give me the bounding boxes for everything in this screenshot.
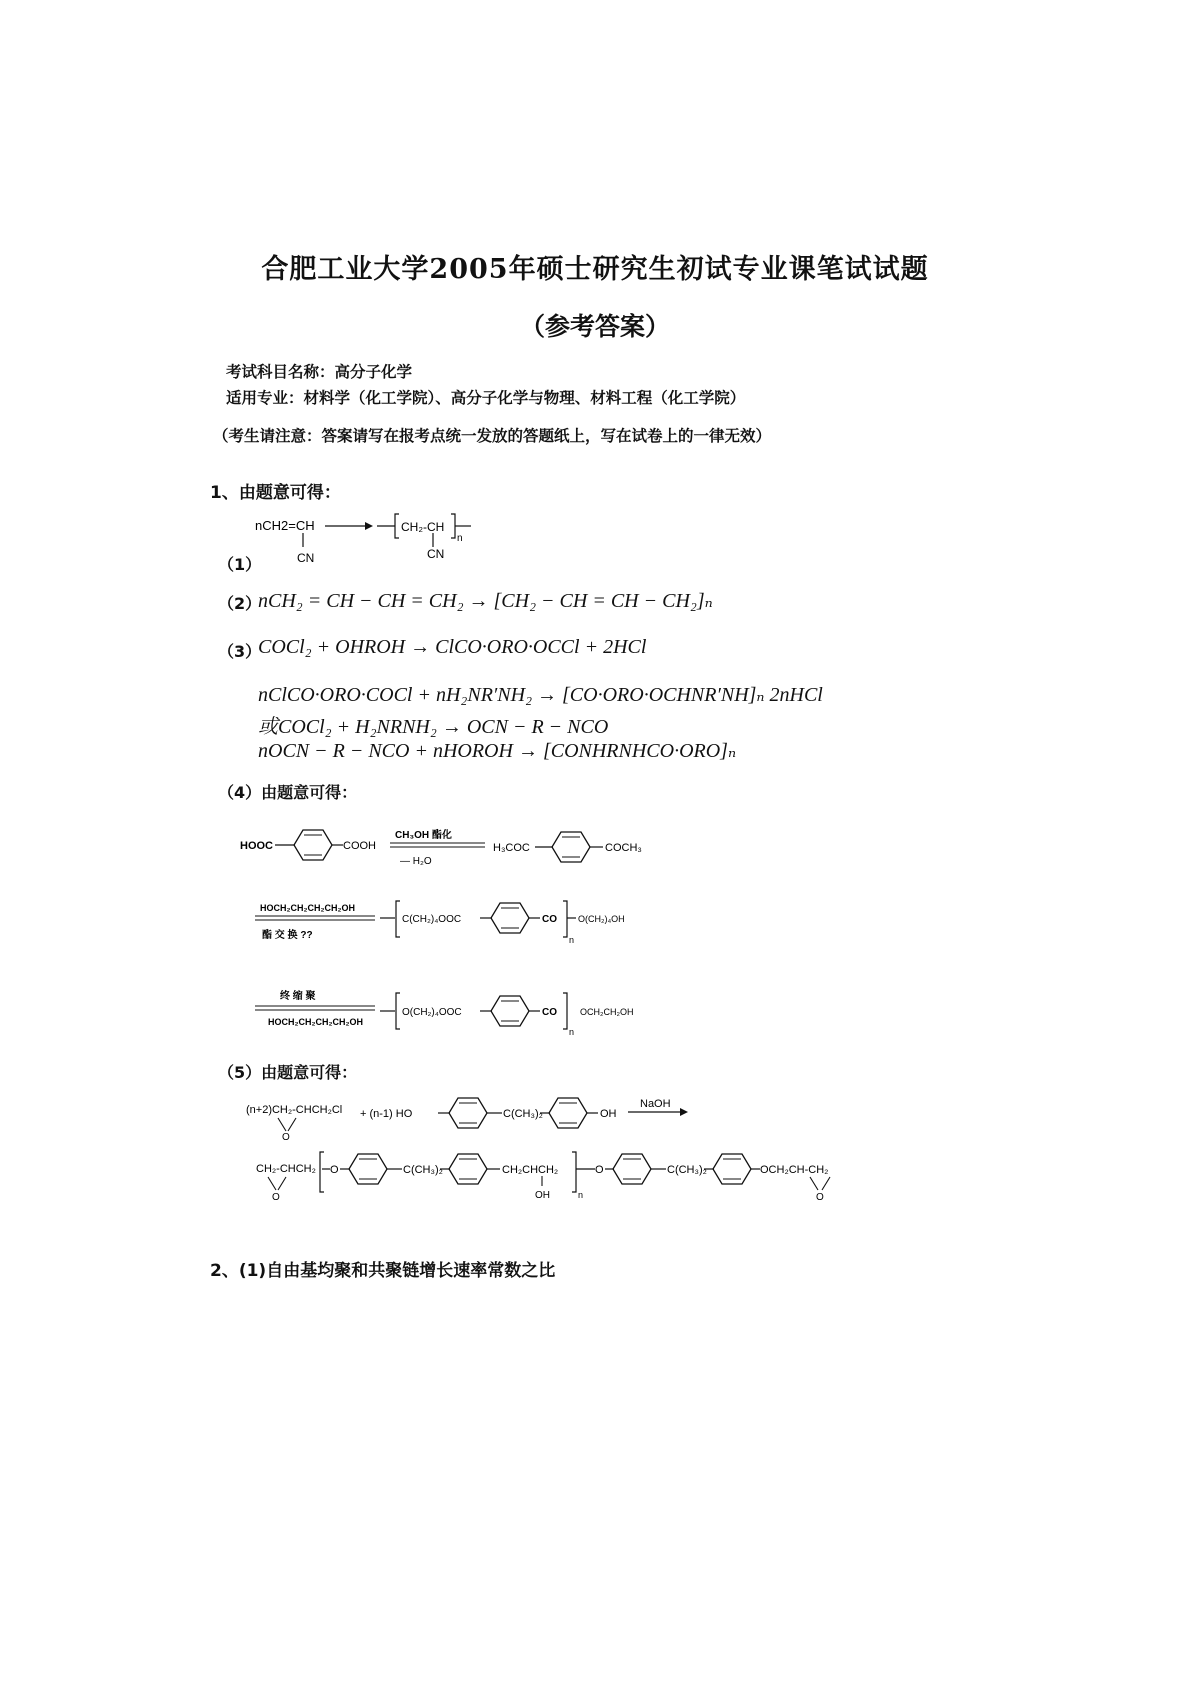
subscript-n: n: [569, 935, 575, 945]
subscript-n: n: [569, 1027, 575, 1037]
isopropylidene: C(CH₃)₂: [403, 1164, 443, 1176]
step-3-byproduct: HOCH₂CH₂CH₂CH₂OH: [268, 1017, 363, 1027]
equation-2: nCH₂ = CH − CH = CH₂ → [CH₂ − CH = CH − CH₂]ₙ: [258, 590, 713, 612]
monomer-formula: nCH2=CH: [255, 518, 315, 533]
question-1-heading: 1、由题意可得：: [210, 483, 341, 503]
step-3-label: 终 缩 聚: [280, 991, 316, 1002]
page-subtitle: （参考答案）: [519, 312, 670, 341]
reaction-4-step-3: [230, 985, 650, 1045]
reaction-5-product: [250, 1150, 870, 1210]
equation-3-line-4: nOCN − R − NCO + nHOROH → [CONHRNHCO·ORO]ₙ: [258, 740, 737, 762]
subscript-n: n: [578, 1190, 584, 1200]
step-3-end-group: OCH₂CH₂OH: [580, 1007, 634, 1017]
reaction-4-step-1: [235, 818, 675, 878]
page-title: 合肥工业大学2005年硕士研究生初试专业课笔试试题: [261, 254, 929, 285]
equation-3-line-2: nClCO·ORO·COCl + nH₂NR′NH₂ → [CO·ORO·OCHNR′NH]ₙ 2nHCl: [258, 684, 823, 706]
part-1-label: （1）: [218, 555, 262, 574]
part-4-label: （4）由题意可得：: [218, 783, 358, 802]
part-2-label: （2）: [218, 594, 262, 613]
part-5-label: （5）由题意可得：: [218, 1063, 358, 1082]
subscript-n: n: [457, 533, 463, 544]
equation-3-line-3: 或COCl₂ + H₂NRNH₂ → OCN − R − NCO: [258, 716, 609, 738]
ether-oxygen: O: [595, 1164, 604, 1176]
reaction-4-step-2: [230, 895, 650, 955]
ester-right: COCH₃: [605, 842, 642, 854]
co-group: CO: [542, 1007, 557, 1018]
applicable-majors: 适用专业：材料学（化工学院）、高分子化学与物理、材料工程（化工学院）: [226, 389, 746, 407]
part-3-label: （3）: [218, 642, 262, 661]
glycidyl-end: OCH₂CH-CH₂: [760, 1164, 829, 1176]
hooc-group: HOOC: [240, 840, 273, 852]
epoxide-oxygen: O: [816, 1192, 824, 1203]
isopropylidene: C(CH₃)₂: [503, 1108, 543, 1120]
repeat-unit-step-3: O(CH₂)₄OOC: [402, 1007, 462, 1018]
bisphenol-prefix: + (n-1) HO: [360, 1108, 413, 1120]
right-bracket: [451, 514, 455, 538]
isopropylidene: C(CH₃)₂: [667, 1164, 707, 1176]
epichlorohydrin: (n+2)CH₂-CHCH₂Cl: [246, 1104, 343, 1116]
repeat-unit-step-2: C(CH₂)₄OOC: [402, 914, 462, 925]
reaction-1-diagram: [255, 512, 485, 572]
cn-group: CN: [297, 551, 315, 565]
co-group: CO: [542, 914, 557, 925]
notice: （考生请注意：答案请写在报考点统一发放的答题纸上，写在试卷上的一律无效）: [213, 427, 772, 445]
step-2-end-group: O(CH₂)₄OH: [578, 914, 625, 924]
repeat-unit: CH₂-CH: [401, 520, 445, 534]
naoh-reagent: NaOH: [640, 1098, 671, 1110]
exam-subject: 考试科目名称：高分子化学: [226, 363, 413, 381]
pendant-hydroxyl: OH: [535, 1190, 550, 1201]
epoxide-oxygen: O: [272, 1192, 280, 1203]
reaction-5-reactants: [240, 1093, 700, 1143]
hydroxypropyl-link: CH₂CHCH₂: [502, 1164, 559, 1176]
step-2-reagent: HOCH₂CH₂CH₂CH₂OH: [260, 903, 355, 913]
arrow-head: [365, 522, 373, 530]
left-bracket: [395, 514, 399, 538]
hydroxyl-group: OH: [600, 1108, 617, 1120]
glycidyl-start: CH₂-CHCH₂: [256, 1163, 316, 1175]
step-2-label: 酯 交 换 ??: [262, 930, 313, 941]
ether-oxygen: O: [330, 1164, 339, 1176]
cooh-group: COOH: [343, 840, 376, 852]
step-1-byproduct: — H₂O: [400, 856, 432, 867]
question-2-heading: 2、(1)自由基均聚和共聚链增长速率常数之比: [210, 1261, 556, 1281]
ester-left: H₃COC: [493, 842, 530, 854]
epoxide-oxygen: O: [282, 1132, 290, 1143]
step-1-reagent: CH₃OH 酯化: [395, 830, 452, 841]
cn-group-polymer: CN: [427, 547, 445, 561]
equation-3-line-1: COCl₂ + OHROH → ClCO·ORO·OCCl + 2HCl: [258, 636, 647, 658]
